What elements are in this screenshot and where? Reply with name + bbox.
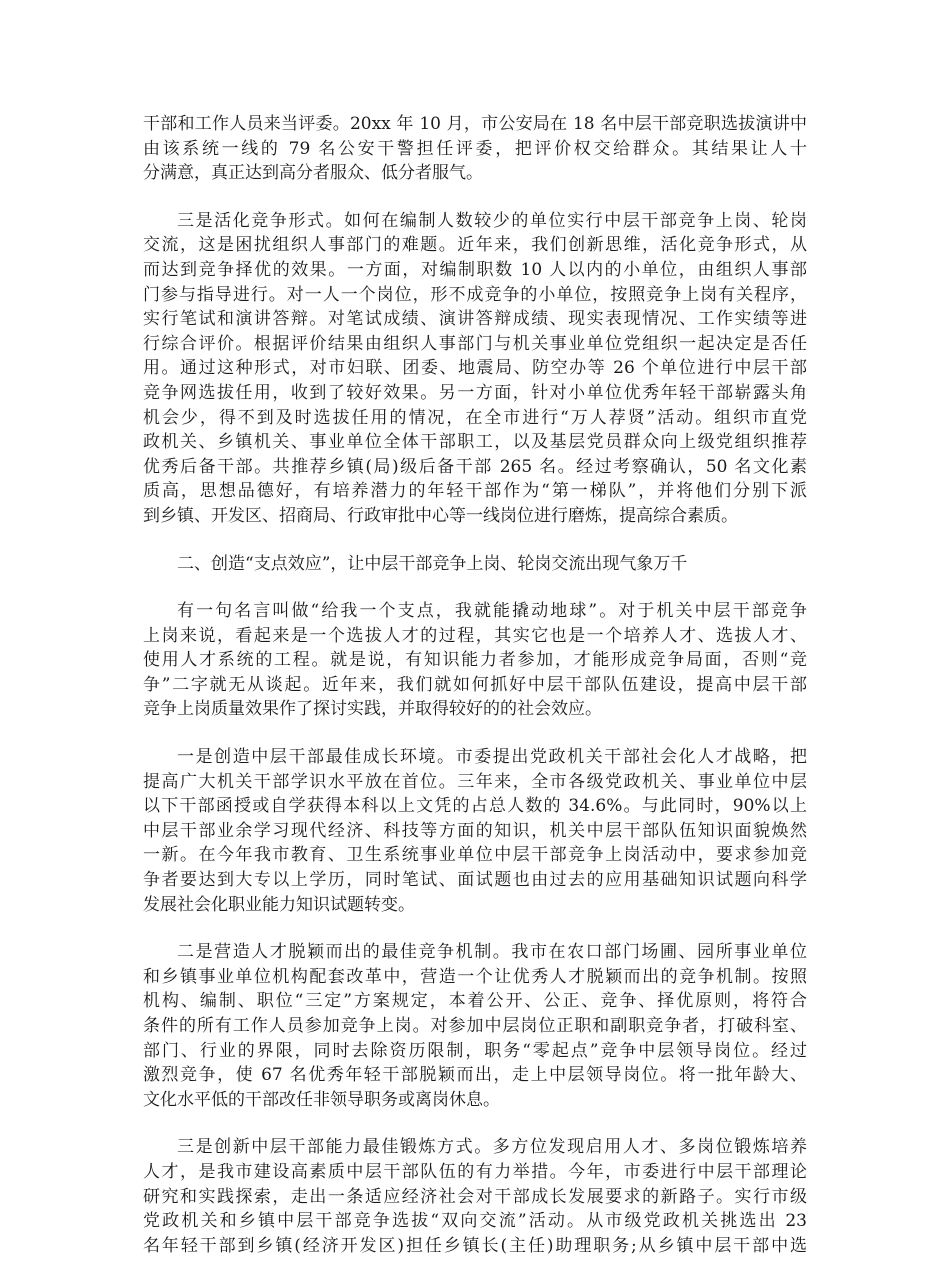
text-line: 竞争上岗质量效果作了探讨实践，并取得较好的的社会效应。 (143, 699, 602, 720)
text-line: 到乡镇、开发区、招商局、行政审批中心等一线岗位进行磨炼，提高综合素质。 (143, 505, 738, 526)
text-line: 门参与指导进行。对一人一个岗位，形不成竞争的小单位，按照竞争上岗有关程序， (143, 284, 807, 305)
paragraph-6 (143, 1135, 807, 1258)
text-line: 争者要达到大专以上学历，同时笔试、面试题也由过去的应用基础知识试题向科学 (143, 870, 807, 891)
text-line: 竞争网选拔任用，收到了较好效果。另一方面，针对小单位优秀年轻干部崭露头角 (143, 382, 807, 403)
text-line: 争”二字就无从谈起。近年来，我们就如何抓好中层干部队伍建设，提高中层干部 (143, 674, 807, 695)
text-line: 文化水平低的干部改任非领导职务或离岗休息。 (143, 1089, 500, 1110)
text-line: 使用人才系统的工程。就是说，有知识能力者参加，才能形成竞争局面，否则“竞 (143, 650, 807, 671)
text-line: 人才，是我市建设高素质中层干部队伍的有力举措。今年，市委进行中层干部理论 (143, 1161, 807, 1182)
text-line: 以下干部函授或自学获得本科以上文凭的占总人数的 34.6%。与此同时，90%以上 (143, 796, 807, 817)
text-line: 干部和工作人员来当评委。20xx 年 10 月，市公安局在 18 名中层干部竞职选拔演讲中 (143, 114, 807, 134)
text-line: 提高广大机关干部学识水平放在首位。三年来，全市各级党政机关、事业单位中层 (143, 771, 807, 792)
text-line: 机构、编制、职位“三定”方案规定，本着公开、公正、竞争、择优原则，将符合 (143, 991, 807, 1012)
text-line: 中层干部业余学习现代经济、科技等方面的知识，机关中层干部队伍知识面貌焕然 (143, 820, 807, 841)
text-line: 交流，这是困扰组织人事部门的难题。近年来，我们创新思维，活化竞争形式，从 (143, 235, 807, 256)
text-line: 部门、行业的界限，同时去除资历限制，职务“零起点”竞争中层领导岗位。经过 (143, 1040, 807, 1061)
text-line: 实行笔试和演讲答辩。对笔试成绩、演讲答辩成绩、现实表现情况、工作实绩等进 (143, 309, 807, 330)
text-line: 党政机关和乡镇中层干部竞争选拔“双向交流”活动。从市级党政机关挑选出 23 (143, 1211, 807, 1232)
text-line: 名年轻干部到乡镇(经济开发区)担任乡镇长(主任)助理职务;从乡镇中层干部中选 (143, 1235, 807, 1256)
paragraph-3 (143, 599, 807, 722)
text-line: 由该系统一线的 79 名公安干警担任评委，把评价权交给群众。其结果让人十 (143, 138, 807, 159)
text-line: 研究和实践探索，走出一条适应经济社会对干部成长发展要求的新路子。实行市级 (143, 1186, 807, 1207)
paragraph-4 (143, 745, 807, 917)
document-body (143, 112, 807, 1281)
paragraph-5 (143, 940, 807, 1112)
text-line: 机会少，得不到及时选拔任用的情况，在全市进行“万人荐贤”活动。组织市直党 (143, 407, 807, 428)
text-line: 一是创造中层干部最佳成长环境。市委提出党政机关干部社会化人才战略，把 (177, 747, 807, 768)
text-line: 一新。在今年我市教育、卫生系统事业单位中层干部竞争上岗活动中，要求参加竞 (143, 845, 807, 866)
text-line: 和乡镇事业单位机构配套改革中，营造一个让优秀人才脱颖而出的竞争机制。按照 (143, 966, 807, 987)
text-line: 用。通过这种形式，对市妇联、团委、地震局、防空办等 26 个单位进行中层干部 (143, 358, 807, 379)
text-line: 三是活化竞争形式。如何在编制人数较少的单位实行中层干部竞争上岗、轮岗 (177, 210, 807, 231)
heading-line: 二、创造“支点效应”，让中层干部竞争上岗、轮岗交流出现气象万千 (177, 553, 688, 574)
text-line: 而达到竞争择优的效果。一方面，对编制职数 10 人以内的小单位，由组织人事部 (143, 259, 807, 280)
text-line: 条件的所有工作人员参加竞争上岗。对参加中层岗位正职和副职竞争者，打破科室、 (143, 1016, 807, 1036)
text-line: 质高，思想品德好，有培养潜力的年轻干部作为“第一梯队”，并将他们分别下派 (143, 481, 807, 502)
paragraph-2 (143, 209, 807, 529)
text-line: 三是创新中层干部能力最佳锻炼方式。多方位发现启用人才、多岗位锻炼培养 (177, 1137, 807, 1158)
text-line: 二是营造人才脱颖而出的最佳竞争机制。我市在农口部门场圃、园所事业单位 (177, 942, 807, 963)
text-line: 发展社会化职业能力知识试题转变。 (143, 894, 415, 915)
text-line: 上岗来说，看起来是一个选拔人才的过程，其实它也是一个培养人才、选拔人才、 (143, 625, 807, 646)
text-line: 激烈竞争，使 67 名优秀年轻干部脱颖而出，走上中层领导岗位。将一批年龄大、 (143, 1065, 807, 1086)
text-line: 分满意，真正达到高分者服众、低分者服气。 (143, 163, 483, 184)
text-line: 有一句名言叫做“给我一个支点，我就能撬动地球”。对于机关中层干部竞争 (177, 601, 807, 622)
text-line: 行综合评价。根据评价结果由组织人事部门与机关事业单位党组织一起决定是否任 (143, 333, 807, 354)
text-line: 政机关、乡镇机关、事业单位全体干部职工，以及基层党员群众向上级党组织推荐 (143, 432, 807, 453)
paragraph-1 (143, 112, 807, 186)
text-line: 优秀后备干部。共推荐乡镇(局)级后备干部 265 名。经过考察确认，50 名文化素 (143, 456, 807, 477)
section-heading (143, 552, 807, 577)
